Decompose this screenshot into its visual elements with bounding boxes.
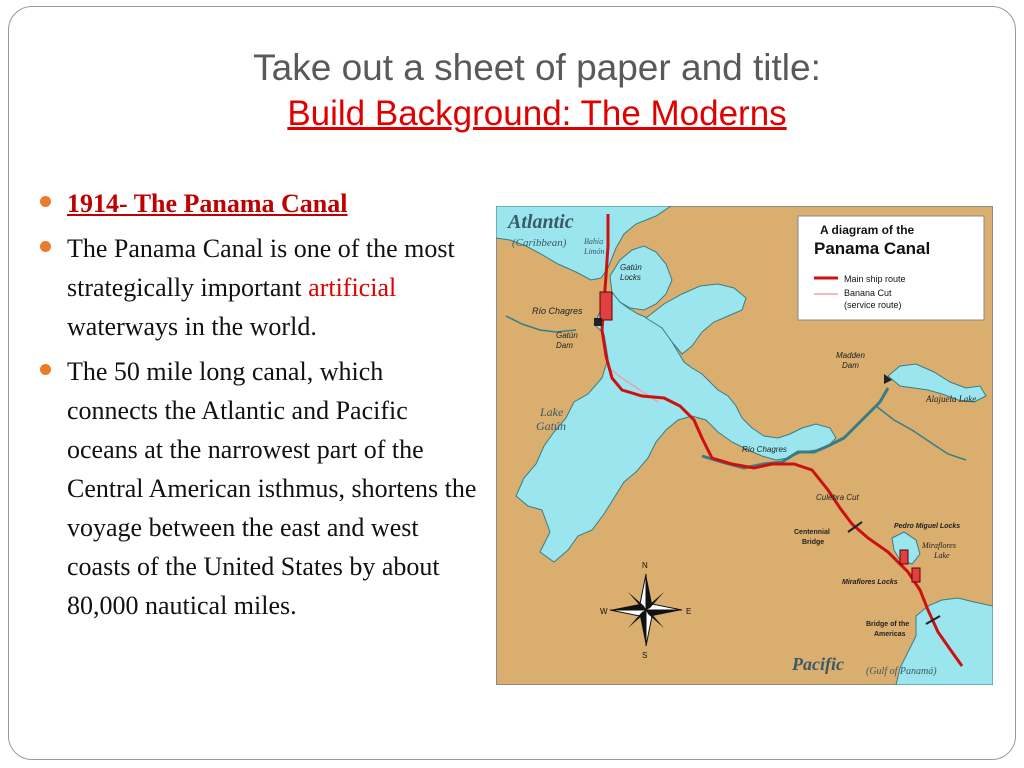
gatun-locks-marker — [600, 292, 612, 320]
gatun-dam-marker — [594, 318, 602, 326]
miraflores-lake-label-2: Lake — [934, 551, 950, 560]
gatun-dam-label-2: Dam — [556, 341, 573, 350]
madden-dam-label-1: Madden — [836, 351, 865, 360]
limon-bay-label-1: Bahía — [584, 237, 604, 246]
miraflores-locks-label: Miraflores Locks — [842, 579, 898, 586]
title-line-1: Take out a sheet of paper and title: — [253, 47, 821, 88]
bullet-item — [40, 184, 480, 223]
legend-banana-label-2: (service route) — [844, 300, 902, 310]
bullet-text: The 50 mile long canal, which connects the Atlantic and Pacific oceans at the narrowest part of the Central American isthmus, shortens the voyage between the east and west coasts of the United States by about 80,000 nautical miles. — [67, 357, 477, 620]
bullet-item — [40, 352, 480, 625]
bullet-item — [40, 229, 480, 346]
gatun-locks-label-1: Gatún — [620, 263, 642, 272]
bullet-text: The Panama Canal is one of the most strategically important — [67, 234, 455, 302]
legend-banana-label-1: Banana Cut — [844, 288, 892, 298]
rio-chagres-west-label: Río Chagres — [532, 306, 583, 316]
compass-n-label: N — [642, 561, 648, 570]
slide-title — [0, 46, 1024, 136]
legend-title-2: Panama Canal — [814, 239, 931, 258]
miraflores-locks-marker — [912, 568, 920, 582]
gatun-locks-label-2: Locks — [620, 273, 641, 282]
rio-chagres-east-label: Río Chagres — [742, 445, 787, 454]
pacific-label: Pacific — [792, 654, 844, 674]
centennial-bridge-label-1: Centennial — [794, 529, 830, 536]
caribbean-label: (Caribbean) — [512, 237, 567, 249]
madden-dam-label-2: Dam — [842, 361, 859, 370]
compass-s-label: S — [642, 651, 648, 660]
bullet-dot-icon — [40, 241, 51, 252]
lake-gatun-label-2: Gatún — [536, 419, 566, 433]
pedro-miguel-locks-marker — [900, 550, 908, 564]
compass-w-label: W — [600, 607, 608, 616]
miraflores-lake-label-1: Miraflores — [922, 541, 956, 550]
panama-canal-map — [496, 206, 993, 685]
bullet-dot-icon — [40, 196, 51, 207]
bullet-dot-icon — [40, 364, 51, 375]
atlantic-label: Atlantic — [508, 211, 574, 233]
culebra-cut-label: Culebra Cut — [816, 493, 859, 502]
alajuela-lake-label: Alajuela Lake — [926, 394, 977, 404]
legend-title-1: A diagram of the — [820, 223, 915, 237]
bullet-text: waterways in the world. — [67, 312, 317, 341]
bridge-americas-label-2: Americas — [874, 631, 906, 638]
pedro-miguel-locks-label: Pedro Miguel Locks — [894, 523, 961, 530]
highlighted-word: artificial — [308, 273, 397, 302]
compass-e-label: E — [686, 607, 692, 616]
bridge-americas-label-1: Bridge of the — [866, 621, 910, 628]
bullet-heading: 1914- The Panama Canal — [67, 189, 348, 218]
limon-bay-label-2: Limón — [584, 247, 605, 256]
title-line-2: Build Background: The Moderns — [287, 94, 787, 133]
lake-gatun-label-1: Lake — [540, 405, 564, 419]
gulf-label: (Gulf of Panamá) — [866, 666, 937, 677]
bullet-list — [40, 184, 480, 631]
centennial-bridge-label-2: Bridge — [802, 539, 825, 546]
legend-main-label: Main ship route — [844, 274, 906, 284]
gatun-dam-label-1: Gatún — [556, 331, 578, 340]
